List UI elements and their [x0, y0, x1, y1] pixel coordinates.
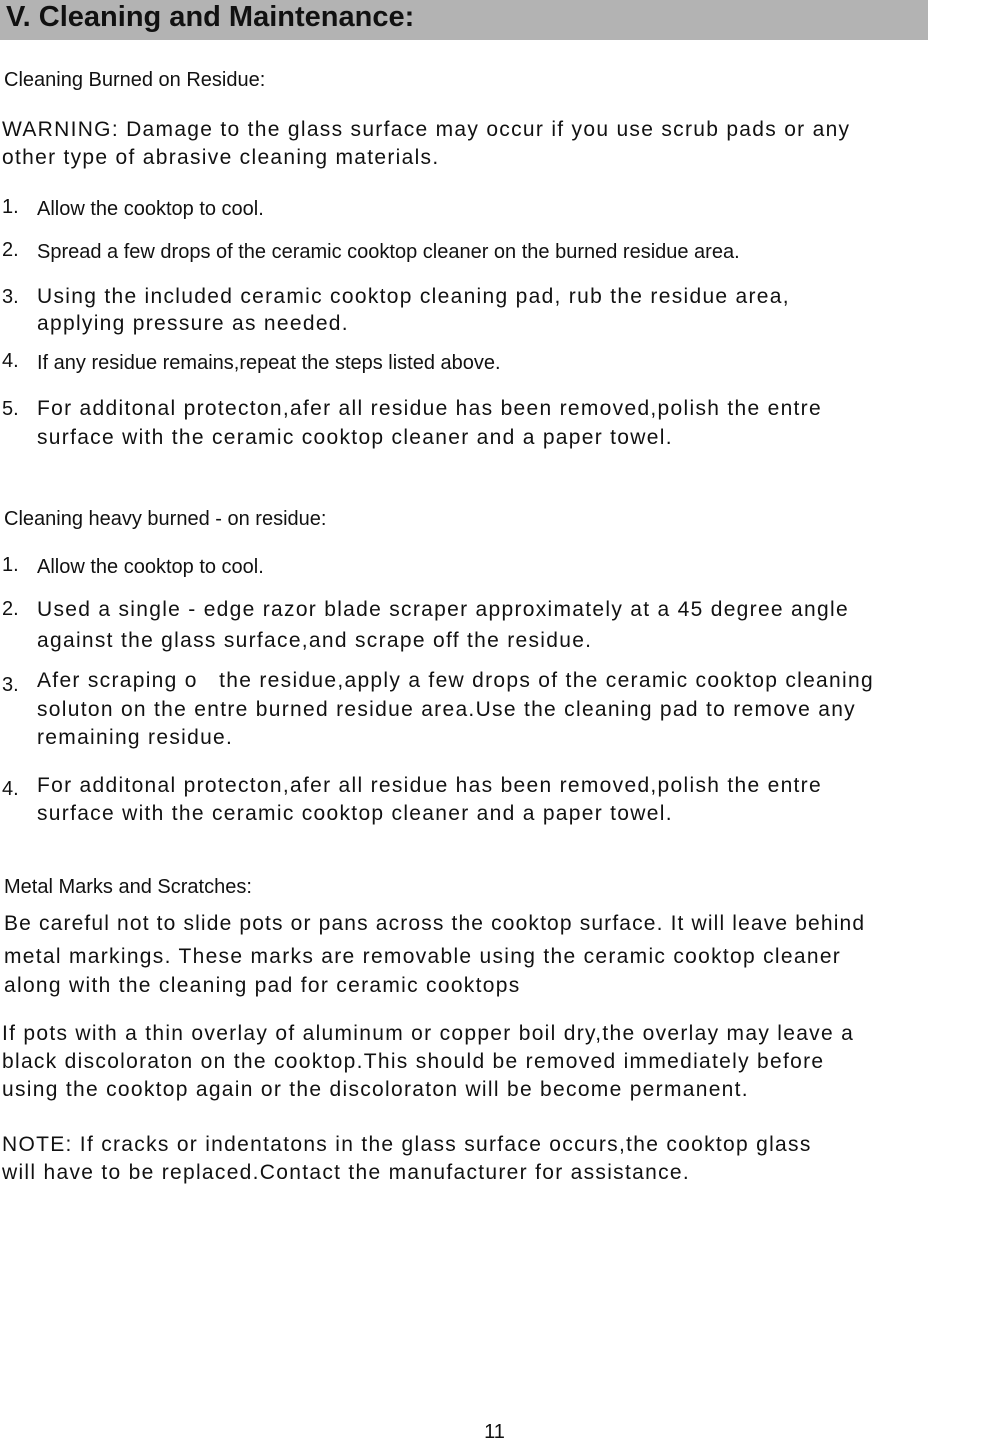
section-heading-burned-residue: Cleaning Burned on Residue: [4, 69, 266, 91]
warning-line-2: other type of abrasive cleaning materials. [2, 146, 440, 169]
paragraph-line: metal markings. These marks are removable using the ceramic cooktop cleaner [4, 945, 842, 968]
step-text: surface with the ceramic cooktop cleaner and a paper towel. [37, 426, 673, 449]
step-text: Used a single - edge razor blade scraper approximately at a 45 degree angle [37, 598, 849, 621]
step-text: soluton on the entre burned residue area.Use the cleaning pad to remove any [37, 698, 856, 721]
step-text: Allow the cooktop to cool. [37, 198, 264, 220]
step-number: 5. [2, 398, 19, 420]
step-text: For additonal protecton,afer all residue has been removed,polish the entre [37, 774, 822, 797]
step-number: 2. [2, 239, 19, 261]
paragraph-line: Be careful not to slide pots or pans across the cooktop surface. It will leave behind [4, 912, 866, 935]
section-heading-heavy-burned: Cleaning heavy burned - on residue: [4, 508, 327, 530]
note-line: will have to be replaced.Contact the manufacturer for assistance. [2, 1161, 690, 1184]
step-text: For additonal protecton,afer all residue has been removed,polish the entre [37, 397, 822, 420]
step-text: Spread a few drops of the ceramic cooktop cleaner on the burned residue area. [37, 241, 740, 263]
step-number: 3. [2, 286, 19, 308]
step-text: remaining residue. [37, 726, 234, 749]
step-text: surface with the ceramic cooktop cleaner and a paper towel. [37, 802, 673, 825]
step-number: 4. [2, 350, 19, 372]
step-number: 1. [2, 554, 19, 576]
paragraph-line: If pots with a thin overlay of aluminum or copper boil dry,the overlay may leave a [2, 1022, 855, 1045]
step-text: against the glass surface,and scrape off the residue. [37, 629, 593, 652]
page-number: 11 [484, 1421, 505, 1443]
step-text: Afer scraping o the residue,apply a few drops of the ceramic cooktop cleaning [37, 669, 874, 692]
warning-line-1: WARNING: Damage to the glass surface may occur if you use scrub pads or any [2, 118, 851, 141]
paragraph-line: using the cooktop again or the discoloraton will be become permanent. [2, 1078, 749, 1101]
paragraph-line: black discoloraton on the cooktop.This should be removed immediately before [2, 1050, 825, 1073]
step-number: 4. [2, 778, 19, 800]
step-number: 3. [2, 674, 19, 696]
step-number: 2. [2, 598, 19, 620]
step-text: Using the included ceramic cooktop cleaning pad, rub the residue area, [37, 285, 790, 308]
step-number: 1. [2, 196, 19, 218]
section-heading-metal-marks: Metal Marks and Scratches: [4, 876, 252, 898]
step-text: applying pressure as needed. [37, 312, 349, 335]
step-text: If any residue remains,repeat the steps listed above. [37, 352, 501, 374]
page-title: V. Cleaning and Maintenance: [6, 1, 415, 33]
note-line: NOTE: If cracks or indentatons in the glass surface occurs,the cooktop glass [2, 1133, 812, 1156]
step-text: Allow the cooktop to cool. [37, 556, 264, 578]
paragraph-line: along with the cleaning pad for ceramic cooktops [4, 974, 521, 997]
